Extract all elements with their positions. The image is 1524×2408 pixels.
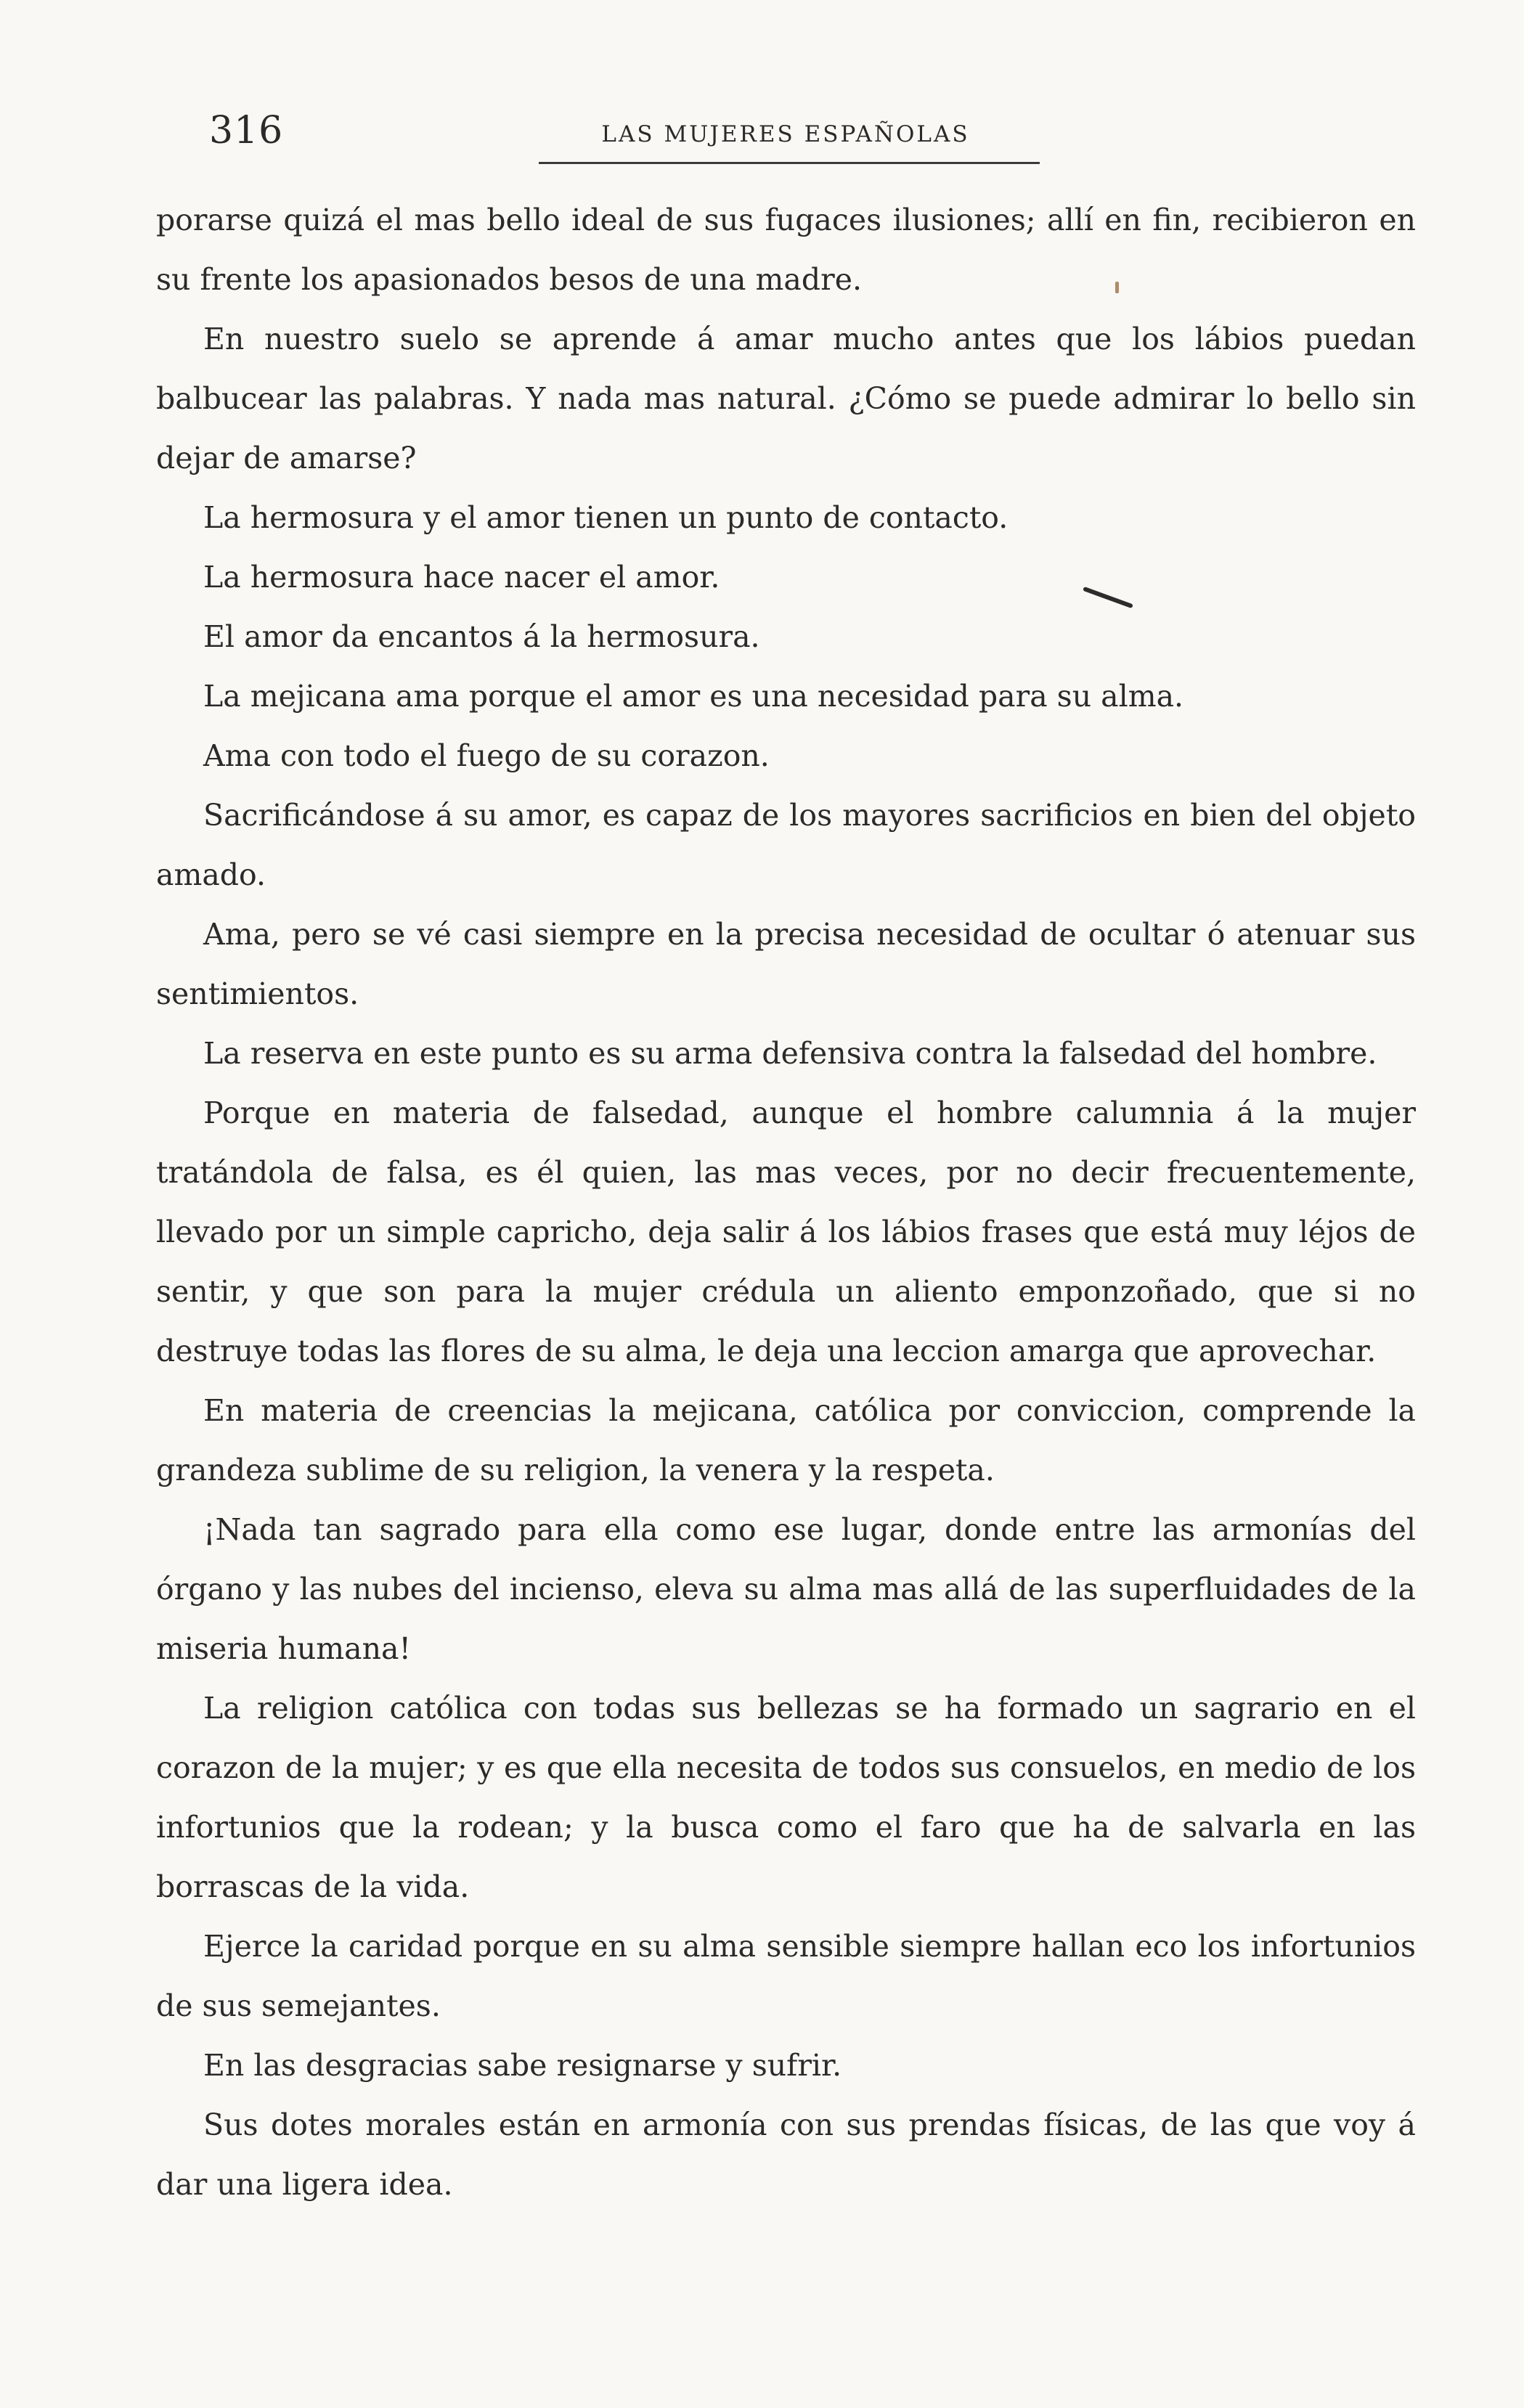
page-number: 316 (209, 109, 284, 152)
paragraph: Porque en materia de falsedad, aunque el hombre calumnia á la mujer tratándola de falsa, es él quien, las mas veces, por no decir frecuentemente, llevado por un simple capricho, deja salir á los lábios frases que está muy léjos de sentir, y que son para la mujer crédula un aliento emponzoñado, que si no destruye todas las flores de su alma, le deja una leccion amarga que aprovechar. (156, 1095, 1416, 1368)
paragraph: Ama con todo el fuego de su corazon. (203, 738, 770, 773)
paragraph: La hermosura y el amor tienen un punto de contacto. (203, 500, 1008, 535)
body-text (156, 190, 1416, 2214)
paragraph: En las desgracias sabe resignarse y sufrir. (203, 2048, 842, 2083)
paragraph: El amor da encantos á la hermosura. (203, 619, 760, 654)
paragraph: La reserva en este punto es su arma defensiva contra la falsedad del hombre. (203, 1036, 1377, 1071)
paragraph: Ama, pero se vé casi siempre en la precisa necesidad de ocultar ó atenuar sus sentimientos. (156, 917, 1416, 1011)
paragraph: Sacrificándose á su amor, es capaz de los mayores sacrificios en bien del objeto amado. (156, 798, 1416, 892)
running-head: LAS MUJERES ESPAÑOLAS (601, 121, 970, 147)
paragraph: La mejicana ama porque el amor es una necesidad para su alma. (203, 679, 1184, 714)
ink-speck (1115, 282, 1119, 293)
paragraph: ¡Nada tan sagrado para ella como ese lugar, donde entre las armonías del órgano y las nubes del incienso, eleva su alma mas allá de las superfluidades de la miseria humana! (156, 1512, 1416, 1666)
header-rule (539, 162, 1040, 164)
paragraph: En materia de creencias la mejicana, católica por conviccion, comprende la grandeza sublime de su religion, la venera y la respeta. (156, 1393, 1416, 1487)
paragraph: La religion católica con todas sus bellezas se ha formado un sagrario en el corazon de la mujer; y es que ella necesita de todos sus consuelos, en medio de los infortunios que la rodean; y la busca como el faro que ha de salvarla en las borrascas de la vida. (156, 1691, 1416, 1904)
paragraph: Ejerce la caridad porque en su alma sensible siempre hallan eco los infortunios de sus semejantes. (156, 1929, 1416, 2023)
paragraph: porarse quizá el mas bello ideal de sus fugaces ilusiones; allí en fin, recibieron en su frente los apasionados besos de una madre. (156, 203, 1416, 297)
paragraph: En nuestro suelo se aprende á amar mucho antes que los lábios puedan balbucear las palabras. Y nada mas natural. ¿Cómo se puede admirar lo bello sin dejar de amarse? (156, 322, 1416, 476)
paragraph: La hermosura hace nacer el amor. (203, 560, 720, 595)
paragraph: Sus dotes morales están en armonía con sus prendas físicas, de las que voy á dar una ligera idea. (156, 2107, 1416, 2202)
